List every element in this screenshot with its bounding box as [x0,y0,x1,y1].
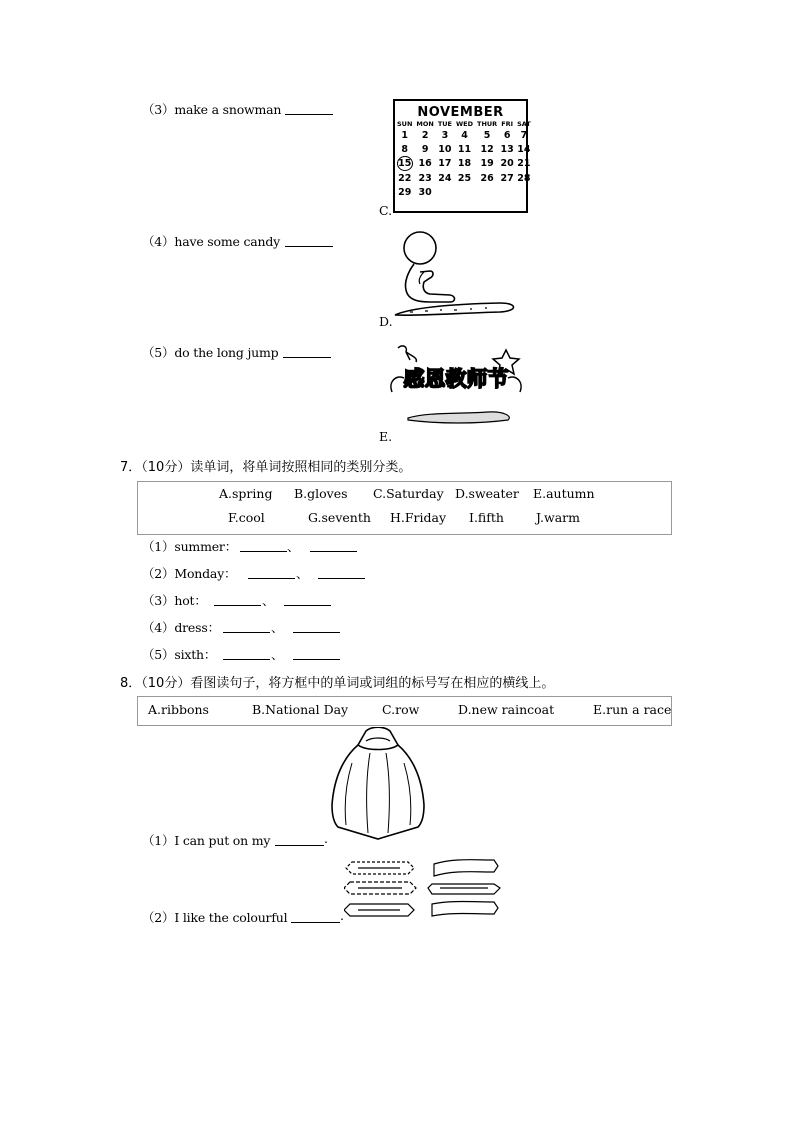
calendar-picture [393,99,531,213]
sitting-figure-picture [390,228,520,323]
item-text: do the long jump [174,345,279,360]
answer-blank[interactable] [310,539,357,552]
answer-blank[interactable] [285,234,333,247]
item-text: have some candy [174,234,281,249]
separator: 、 [271,620,284,635]
calendar-day: 1 [401,129,409,141]
item-text: I can put on my [174,833,271,848]
word-option: J.warm [536,510,580,525]
calendar-day: 10 [438,143,452,155]
answer-blank[interactable] [223,647,270,660]
calendar-day [436,185,454,199]
answer-blank[interactable] [223,620,270,633]
item-text: I like the colourful [174,910,288,925]
calendar-day: 18 [457,158,472,169]
q7-word-box [137,481,672,535]
item-text: make a snowman [174,102,282,117]
calendar-day [475,185,499,199]
answer-blank[interactable] [275,833,324,846]
q7-item-5 [142,645,216,663]
word-option: B.National Day [252,702,349,717]
answer-blank[interactable] [283,345,331,358]
calendar-day: 21 [517,158,531,169]
calendar-day: 26 [480,172,494,184]
item-number: （3） [142,593,175,608]
calendar-day: 7 [520,129,528,141]
calendar-day: 28 [517,172,531,184]
separator: 、 [287,539,300,554]
q8-item-2 [142,908,287,926]
poster-text: 感恩教师节 [403,367,509,391]
calendar-day: 14 [517,143,531,155]
word-option: E.autumn [533,486,595,501]
calendar-day [515,185,533,199]
calendar-day [454,185,475,199]
answer-blank[interactable] [293,647,340,660]
calendar-day: 23 [418,172,432,184]
calendar-day: 13 [500,143,514,155]
calendar-day: 29 [398,186,412,198]
answer-blank[interactable] [291,910,340,923]
calendar-day: 25 [457,172,472,184]
calendar-day: 19 [480,158,494,169]
ribbons-picture [344,856,504,920]
answer-blank[interactable] [293,620,340,633]
item-text: Monday： [174,566,237,581]
item-number: （4） [142,620,175,635]
answer-blank[interactable] [214,593,261,606]
word-option: E.run a race [593,702,672,717]
calendar-month: NOVEMBER [417,105,504,120]
teachers-day-poster-picture [388,340,524,426]
answer-blank[interactable] [318,566,365,579]
question-7-title: 7．（10分）读单词，将单词按照相同的类别分类。 [120,460,412,475]
word-option: C.Saturday [373,486,444,501]
item-text: hot： [174,593,207,608]
period: . [340,908,344,923]
word-option: G.seventh [308,510,371,525]
calendar-grid [395,120,533,199]
calendar-day: 16 [418,158,432,169]
q7-item-2 [142,564,236,582]
match-item-4 [142,232,280,250]
calendar-day: 30 [418,186,432,198]
separator: 、 [262,593,275,608]
calendar-weekday: WED [456,120,474,128]
q7-item-3 [142,591,207,609]
item-number: （1） [142,539,175,554]
calendar-day: 4 [461,129,468,141]
word-option: D.new raincoat [458,702,555,717]
item-text: summer： [174,539,238,554]
answer-blank[interactable] [285,102,333,115]
answer-blank[interactable] [240,539,287,552]
calendar-day: 5 [483,129,491,141]
item-number: （2） [142,910,175,925]
separator: 、 [296,566,309,581]
word-option: A.spring [219,486,273,501]
calendar-day: 20 [500,158,514,169]
word-option: H.Friday [390,510,447,525]
option-letter-c: C. [379,203,393,218]
item-text: sixth： [174,647,217,662]
word-option: I.fifth [469,510,504,525]
calendar-day: 17 [438,158,452,169]
calendar-day: 15 [398,158,412,169]
separator: 、 [271,647,284,662]
option-letter-e: E. [379,429,393,444]
q8-item-1 [142,831,270,849]
calendar-day: 8 [401,143,409,155]
word-option: A.ribbons [148,702,209,717]
item-number: （2） [142,566,175,581]
item-number: （1） [142,833,175,848]
calendar-day: 22 [398,172,412,184]
calendar-day: 3 [441,129,449,141]
calendar-weekday: THUR [477,120,498,128]
item-number: （5） [142,345,175,360]
option-letter-d: D. [379,314,393,329]
calendar-day: 12 [480,143,494,155]
calendar-day: 9 [421,143,429,155]
period: . [324,831,328,846]
question-8-title: 8．（10分）看图读句子，将方框中的单词或词组的标号写在相应的横线上。 [120,676,555,691]
item-number: （3） [142,102,175,117]
match-item-3 [142,100,281,118]
calendar-weekday: MON [416,120,434,128]
calendar-weekday: FRI [501,120,514,128]
calendar-day: 6 [503,129,511,141]
calendar-weekday: TUE [437,120,452,128]
word-option: B.gloves [294,486,348,501]
calendar-day: 24 [438,172,452,184]
calendar-day: 11 [457,143,472,155]
calendar-day: 27 [500,172,514,184]
word-option: D.sweater [455,486,519,501]
q8-word-box [137,696,672,726]
match-item-5 [142,343,278,361]
calendar-day: 2 [421,129,429,141]
calendar-weekday: SAT [517,120,531,128]
item-text: dress： [174,620,220,635]
item-number: （4） [142,234,175,249]
item-number: （5） [142,647,175,662]
word-option: F.cool [228,510,265,525]
answer-blank[interactable] [248,566,295,579]
answer-blank[interactable] [284,593,331,606]
calendar-day [499,185,515,199]
calendar-weekday: SUN [397,120,413,128]
q7-item-4 [142,618,220,636]
q7-item-1 [142,537,237,555]
raincoat-picture [326,727,430,842]
word-option: C.row [382,702,420,717]
